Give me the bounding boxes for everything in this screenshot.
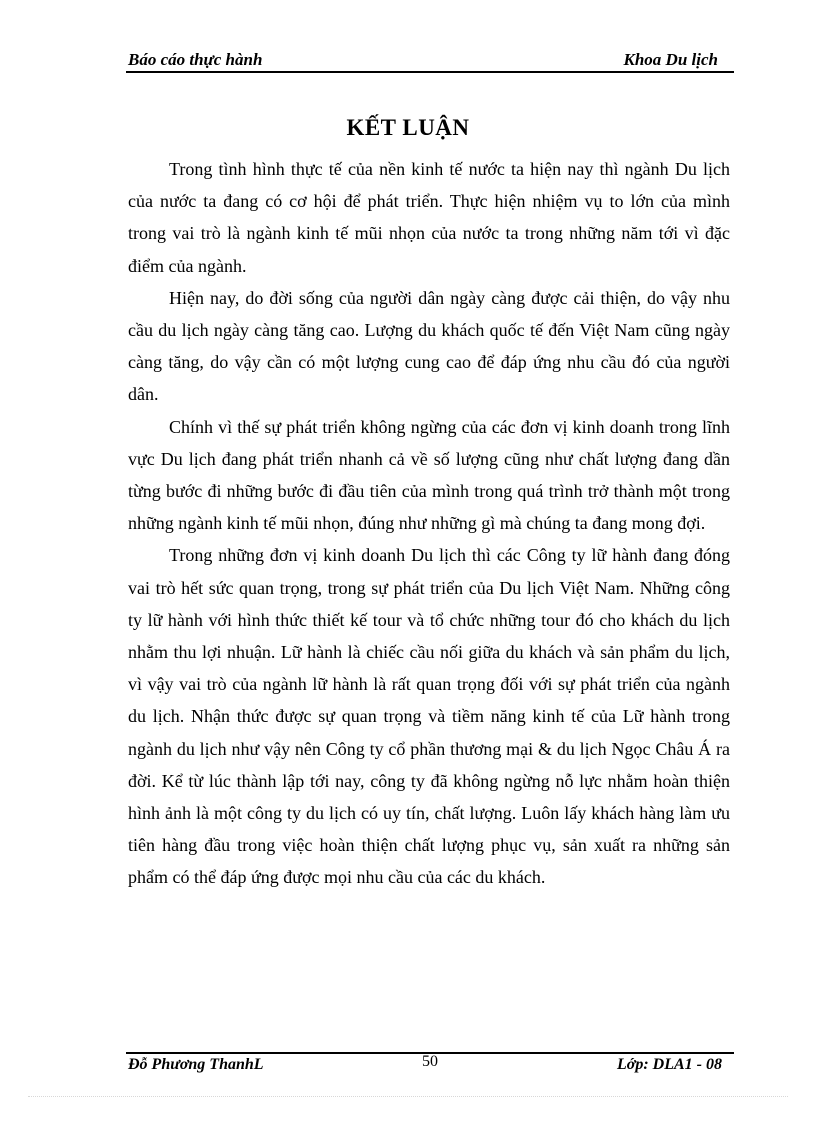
paragraph-4: Trong những đơn vị kinh doanh Du lịch thì các Công ty lữ hành đang đóng vai trò hết sức quan trọng, trong sự phát triển của Du lịch Việt Nam. Những công ty lữ hành với hình thức thiết kế tour và tổ chức những tour đó cho khách du lịch nhằm thu lợi nhuận. Lữ hành là chiếc cầu nối giữa du khách và sản phẩm du lịch, vì vậy vai trò của ngành lữ hành là rất quan trọng đối với sự phát triển của ngành du lịch. Nhận thức được sự quan trọng và tiềm năng kinh tế của Lữ hành trong ngành du lịch như vậy nên Công ty cổ phần thương mại & du lịch Ngọc Châu Á ra đời. Kể từ lúc thành lập tới nay, công ty đã không ngừng nỗ lực nhằm hoàn thiện hình ảnh là một công ty du lịch có uy tín, chất lượng. Luôn lấy khách hàng làm ưu tiên hàng đầu trong việc hoàn thiện chất lượng phục vụ, sản xuất ra những sản phẩm có thể đáp ứng được mọi nhu cầu của các du khách.: [128, 545, 730, 888]
page-number: 50: [422, 1053, 438, 1070]
footer-author: Đỗ Phương ThanhL: [128, 1056, 264, 1073]
document-body: [128, 153, 730, 894]
paragraph-3: Chính vì thế sự phát triển không ngừng của các đơn vị kinh doanh trong lĩnh vực Du lịch đang phát triển nhanh cả về số lượng cũng như chất lượng đang dần từng bước đi những bước đi đầu tiên của mình trong quá trình trở thành một trong những ngành kinh tế mũi nhọn, đúng như những gì mà chúng ta đang mong đợi.: [128, 416, 730, 534]
page-bottom-dotted-line: [28, 1096, 788, 1097]
page-title: KẾT LUẬN: [346, 115, 470, 140]
header-department: Khoa Du lịch: [623, 50, 718, 69]
header-divider: [126, 71, 734, 73]
paragraph-1: Trong tình hình thực tế của nền kinh tế nước ta hiện nay thì ngành Du lịch của nước ta đang có cơ hội để phát triển. Thực hiện nhiệm vụ to lớn của mình trong vai trò là ngành kinh tế mũi nhọn của nước ta trong những năm tới vì đặc điểm của ngành.: [128, 159, 730, 276]
header-report-title: Báo cáo thực hành: [128, 50, 263, 69]
paragraph-2: Hiện nay, do đời sống của người dân ngày càng được cải thiện, do vậy nhu cầu du lịch ngày càng tăng cao. Lượng du khách quốc tế đến Việt Nam cũng ngày càng tăng, do vậy cần có một lượng cung cao để đáp ứng nhu cầu đó của người dân.: [128, 287, 730, 405]
page-header: [126, 50, 732, 72]
footer-class: Lớp: DLA1 - 08: [616, 1056, 722, 1073]
